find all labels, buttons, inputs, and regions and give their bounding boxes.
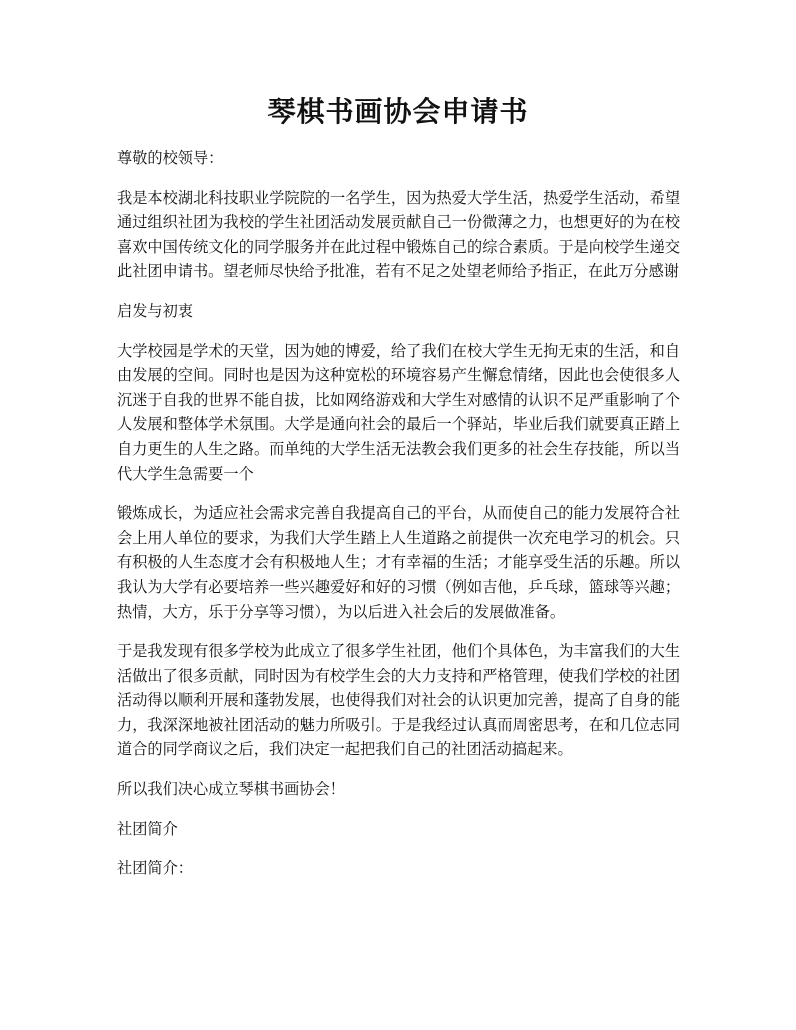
document-title: 琴棋书画协会申请书 [267,95,529,128]
paragraph-decision: 所以我们决心成立琴棋书画协会！ [117,780,345,799]
section-label-intro: 社团简介： [117,859,193,878]
section-heading-inspiration: 启发与初衷 [117,301,193,320]
paragraph-campus: 大学校园是学术的天堂，因为她的博爱，给了我们在校大学生无拘无束的生活，和自由发展的空间。同时也是因为这种宽松的环境容易产生懈怠情绪，因此也会使很多人沉迷于自我的世界不能自拔，比如网络游戏和大学生对感情的认识不足严重影响了个人发展和整体学术氛围。大学是通向社会的最后一个驿站，毕业后我们就要真正踏上自力更生的人生之路。而单纯的大学生活无法教会我们更多的社会生存技能，所以当代大学生急需要一个 [117,341,680,483]
paragraph-intro: 我是本校湖北科技职业学院院的一名学生，因为热爱大学生活，热爱学生活动，希望通过组织社团为我校的学生社团活动发展贡献自己一份微薄之力，也想更好的为在校喜欢中国传统文化的同学服务并在此过程中锻炼自己的综合素质。于是向校学生递交此社团申请书。望老师尽快给予批准，若有不足之处望老师给予指正，在此万分感谢 [117,188,680,281]
section-heading-intro: 社团简介 [117,819,178,838]
paragraph-societies: 于是我发现有很多学校为此成立了很多学生社团，他们个具体色，为丰富我们的大生活做出了很多贡献，同时因为有校学生会的大力支持和严格管理，使我们学校的社团活动得以顺利开展和蓬勃发展，也使得我们对社会的认识更加完善，提高了自身的能力，我深深地被社团活动的魅力所吸引。于是我经过认真而周密思考，在和几位志同道合的同学商议之后，我们决定一起把我们自己的社团活动搞起来。 [117,642,680,759]
greeting: 尊敬的校领导： [117,149,224,167]
paragraph-growth: 锻炼成长，为适应社会需求完善自我提高自己的平台，从而使自己的能力发展符合社会上用人单位的要求，为我们大学生踏上人生道路之前提供一次充电学习的机会。只有积极的人生态度才会有积极地人生；才有幸福的生活；才能享受生活的乐趣。所以我认为大学有必要培养一些兴趣爱好和好的习惯（例如吉他，乒乓球，篮球等兴趣；热情，大方，乐于分享等习惯），为以后进入社会后的发展做准备。 [117,504,680,621]
document-body [117,146,680,896]
